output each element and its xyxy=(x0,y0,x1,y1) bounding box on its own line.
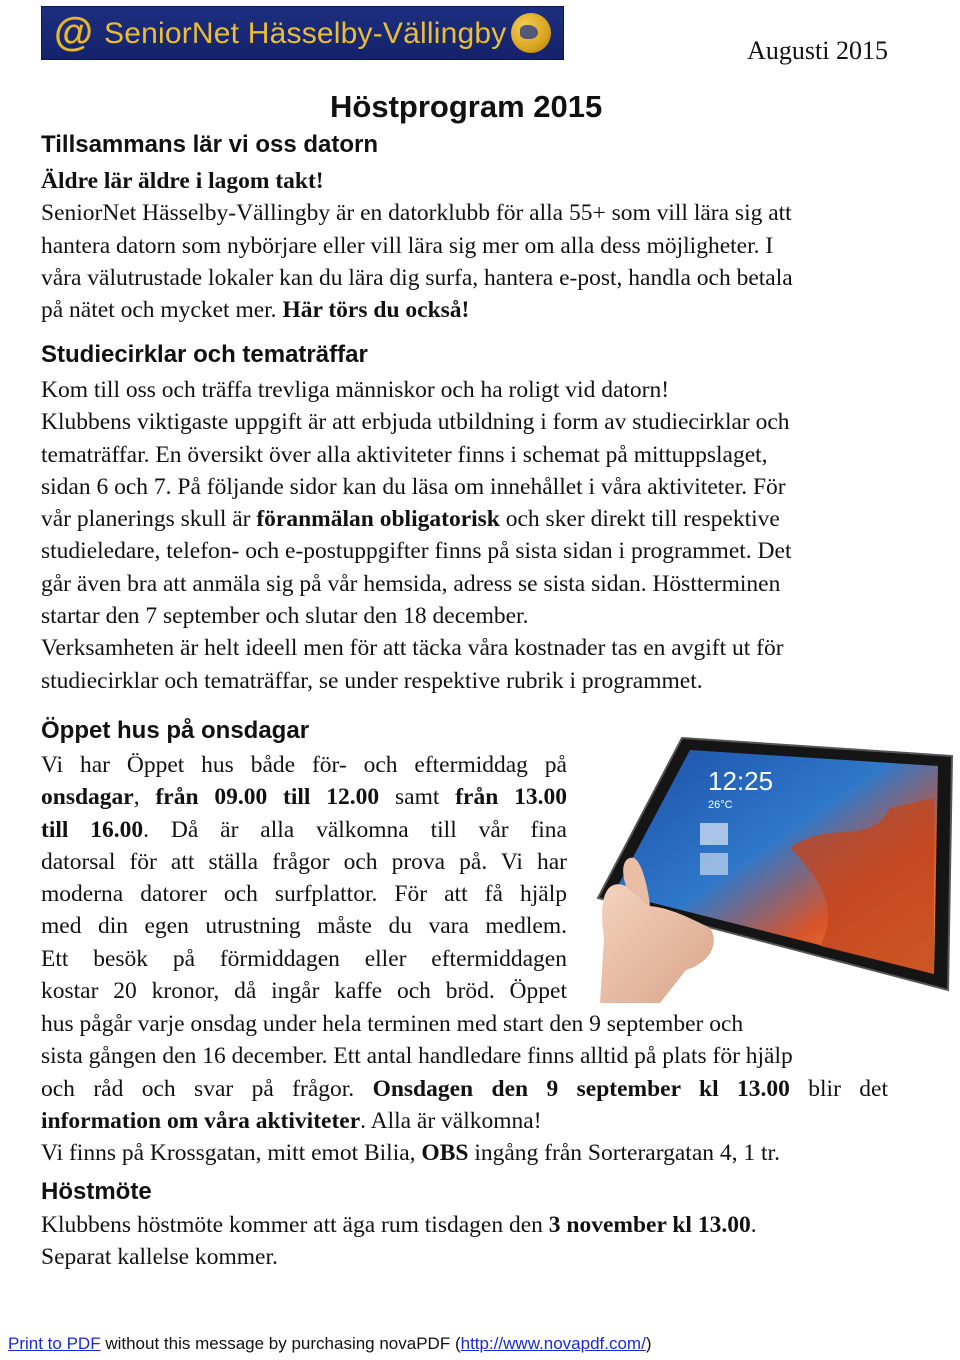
paragraph-line: till 16.00. Då är alla välkomna till vår fina xyxy=(41,816,567,843)
seniornet-logo xyxy=(41,6,564,60)
page-title: Höstprogram 2015 xyxy=(330,89,603,124)
oppet-hus-full-text xyxy=(41,1008,888,1169)
paragraph-line: datorsal för att ställa frågor och prova på. Vi har xyxy=(41,848,567,875)
paragraph-line: och råd och svar på frågor. Onsdagen den 9 september kl 13.00 blir det xyxy=(41,1075,889,1102)
paragraph-line: sidan 6 och 7. På följande sidor kan du läsa om innehållet i våra aktiviteter. För xyxy=(41,473,786,500)
paragraph-line: information om våra aktiviteter. Alla är välkomna! xyxy=(41,1107,542,1134)
paragraph-line: Vi har Öppet hus både för- och eftermiddag på xyxy=(41,752,567,778)
paragraph-line: studieledare, telefon- och e-postuppgifter finns på sista sidan i programmet. Det xyxy=(41,538,792,565)
paragraph-line: kostar 20 kronor, då ingår kaffe och bröd. Öppet xyxy=(41,978,567,1005)
studiecirklar-section xyxy=(41,374,888,697)
oppet-hus-wrapped-text xyxy=(41,749,567,1007)
paragraph-line: tematräffar. En översikt över alla aktiviteter finns i schemat på mittuppslaget, xyxy=(41,441,768,468)
paragraph-line: moderna datorer och surfplattor. För att få hjälp xyxy=(41,881,567,908)
paragraph-line: onsdagar, från 09.00 till 12.00 samt från 13.00 xyxy=(41,784,567,811)
at-sign-icon: @ xyxy=(54,10,94,54)
paragraph-line: med din egen utrustning måste du vara medlem. xyxy=(41,913,567,940)
tablet-time: 12:25 xyxy=(708,766,774,796)
paragraph-line: Klubbens höstmöte kommer att äga rum tisdagen den 3 november kl 13.00. xyxy=(41,1212,757,1238)
issue-date: Augusti 2015 xyxy=(747,36,888,65)
paragraph-line: Kom till oss och träffa trevliga människor och ha roligt vid datorn! xyxy=(41,377,670,403)
tablet-temperature: 26°C xyxy=(708,799,733,811)
intro-line: våra välutrustade lokaler kan du lära dig surfa, hantera e-post, handla och betala xyxy=(41,264,793,291)
oppet-hus-heading: Öppet hus på onsdagar xyxy=(41,717,310,744)
paragraph-line: hus pågår varje onsdag under hela terminen med start den 9 september och xyxy=(41,1011,744,1037)
hostmote-heading: Höstmöte xyxy=(41,1178,152,1205)
address-line: Vi finns på Krossgatan, mitt emot Bilia, OBS ingång från Sorterargatan 4, 1 tr. xyxy=(41,1140,780,1167)
intro-heading: Tillsammans lär vi oss datorn xyxy=(41,131,379,158)
intro-last-line: på nätet och mycket mer. Här törs du också! xyxy=(41,297,470,324)
paragraph-line: studiecirklar och tematräffar, se under respektive rubrik i programmet. xyxy=(41,667,703,694)
print-to-pdf-link[interactable]: Print to PDF xyxy=(8,1334,101,1353)
registration-required: föranmälan obligatorisk xyxy=(256,506,500,533)
studiecirklar-heading: Studiecirklar och tematräffar xyxy=(41,341,368,368)
intro-line: hantera datorn som nybörjare eller vill lära sig mer om alla dess möjligheter. I xyxy=(41,232,774,259)
intro-tagline: Äldre lär äldre i lagom takt! xyxy=(41,168,324,194)
pdf-footer: Print to PDF without this message by purchasing novaPDF (http://www.novapdf.com/) xyxy=(8,1334,652,1353)
logo-text: SeniorNet Hässelby-Vällingby xyxy=(104,17,507,50)
intro-emphasis: Här törs du också! xyxy=(282,297,470,324)
intro-section xyxy=(41,165,888,326)
hostmote-section xyxy=(41,1209,888,1274)
paragraph-line: Ett besök på förmiddagen eller eftermiddagen xyxy=(41,945,567,972)
paragraph-line: går även bra att anmäla sig på vår hemsida, adress se sista sidan. Höstterminen xyxy=(41,570,781,597)
intro-line: SeniorNet Hässelby-Vällingby är en datorklubb för alla 55+ som vill lära sig att xyxy=(41,200,792,227)
globe-icon xyxy=(511,13,551,53)
paragraph-line: sista gången den 16 december. Ett antal handledare finns alltid på plats för hjälp xyxy=(41,1043,793,1070)
novapdf-link[interactable]: http://www.novapdf.com/ xyxy=(460,1334,646,1353)
paragraph-line: Separat kallelse kommer. xyxy=(41,1244,278,1271)
paragraph-line: Klubbens viktigaste uppgift är att erbjuda utbildning i form av studiecirklar och xyxy=(41,409,790,436)
tablet-hand-image xyxy=(590,728,960,1003)
paragraph-line: Verksamheten är helt ideell men för att täcka våra kostnader tas en avgift ut för xyxy=(41,635,784,662)
paragraph-line: vår planerings skull är föranmälan obligatorisk och sker direkt till respektive xyxy=(41,506,780,533)
paragraph-line: startar den 7 september och slutar den 18 december. xyxy=(41,603,529,630)
